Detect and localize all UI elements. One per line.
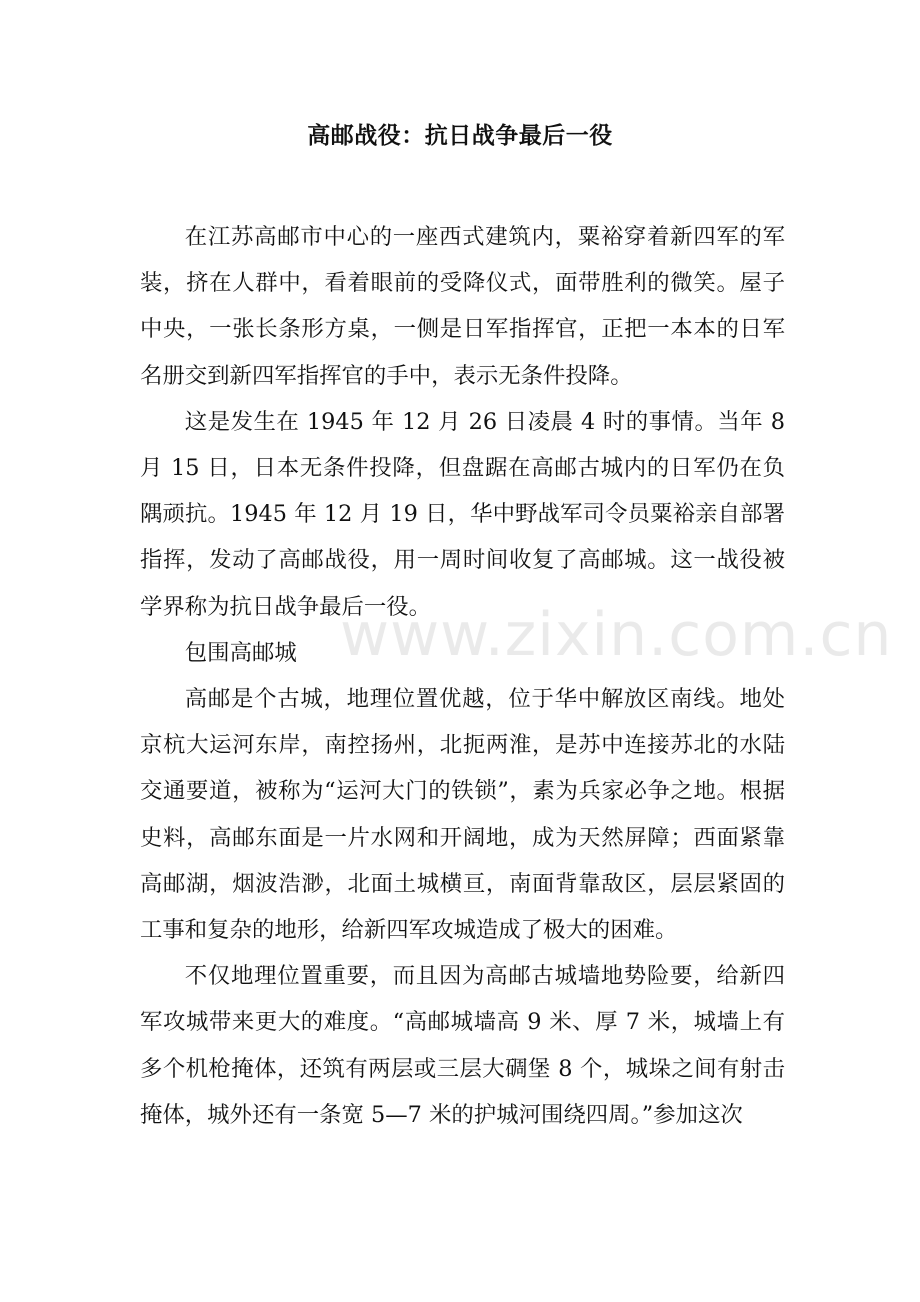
document-body <box>140 214 785 1138</box>
document-title: 高邮战役：抗日战争最后一役 <box>307 122 613 149</box>
paragraph-3: 高邮是个古城，地理位置优越，位于华中解放区南线。地处京杭大运河东岸，南控扬州，北扼两淮，是苏中连接苏北的水陆交通要道，被称为“运河大门的铁锁”，素为兵家必争之地。根据史料，高邮东面是一片水网和开阔地，成为天然屏障；西面紧靠高邮湖，烟波浩渺，北面土城横亘，南面背靠敌区，层层紧固的工事和复杂的地形，给新四军攻城造成了极大的困难。 <box>140 686 785 944</box>
paragraph-1: 在江苏高邮市中心的一座西式建筑内，粟裕穿着新四军的军装，挤在人群中，看着眼前的受降仪式，面带胜利的微笑。屋子中央，一张长条形方桌，一侧是日军指挥官，正把一本本的日军名册交到新四军指挥官的手中，表示无条件投降。 <box>140 224 785 389</box>
paragraph-2: 这是发生在 1945 年 12 月 26 日凌晨 4 时的事情。当年 8 月 15 日，日本无条件投降，但盘踞在高邮古城内的日军仍在负隅顽抗。1945 年 12 月 19 日，华中野战军司令员粟裕亲自部署指挥，发动了高邮战役，用一周时间收复了高邮城。这一战役被学界称为抗日战争最后一役。 <box>140 408 785 620</box>
section-heading: 包围高邮城 <box>184 639 297 666</box>
watermark-text: www.zixin.com.cn <box>340 600 893 670</box>
paragraph-4: 不仅地理位置重要，而且因为高邮古城墙地势险要，给新四军攻城带来更大的难度。“高邮城墙高 9 米、厚 7 米，城墙上有多个机枪掩体，还筑有两层或三层大碉堡 8 个，城垛之间有射击掩体，城外还有一条宽 5—7 米的护城河围绕四周。”参加这次 <box>140 963 785 1128</box>
